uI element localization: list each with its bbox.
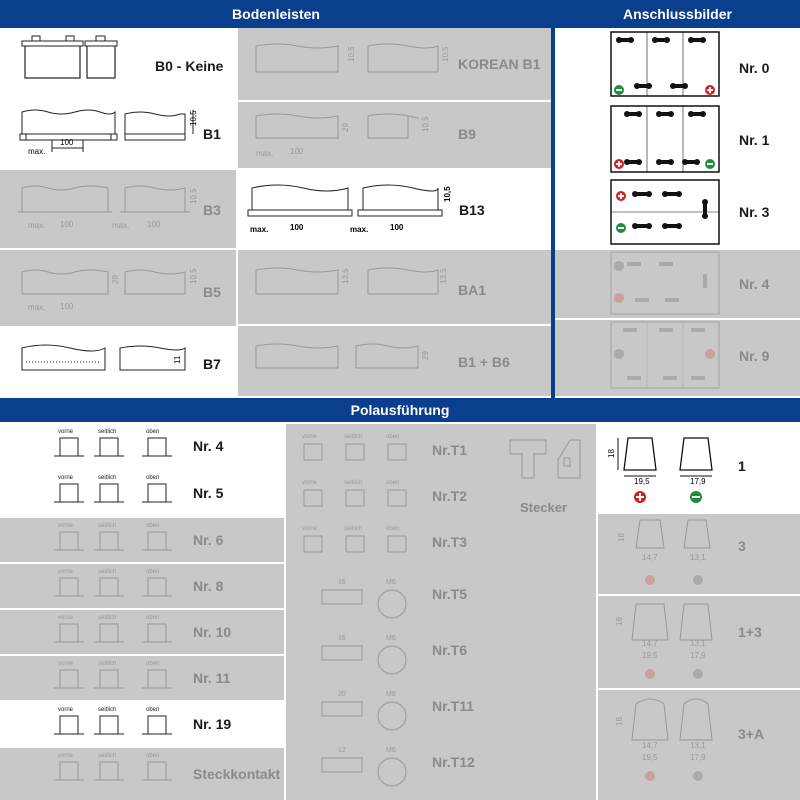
pole-view-oben (148, 578, 166, 596)
view-heading-oben: oben (146, 523, 160, 529)
dim-w2: 13,1 (690, 639, 706, 648)
dim-height: 10,5 (347, 46, 356, 62)
anschluss-nr0-cell[interactable] (555, 28, 800, 102)
terminal-view-vorne (304, 536, 322, 552)
pole-type-label: Nr. 8 (193, 578, 224, 594)
view-heading-seitlich: seitlich (98, 475, 117, 481)
dim-100: 100 (60, 302, 74, 311)
view-heading-vorne: vorne (58, 429, 74, 435)
view-heading-seitlich: seitlich (344, 480, 363, 486)
pole-view-vorne (60, 438, 78, 456)
dim-max: max. (28, 147, 46, 156)
pole-view-vorne (60, 762, 78, 780)
terminal-view-seitlich (346, 536, 364, 552)
bodenleiste-b1b6-cell[interactable] (238, 326, 551, 396)
bodenleiste-label: B7 (203, 356, 221, 372)
bodenleiste-label: KOREAN B1 (458, 56, 541, 72)
terminal-view-oben (388, 536, 406, 552)
pole-views-drawing (0, 470, 170, 516)
terminal-type-row[interactable] (286, 744, 496, 794)
battery-b3-drawing (0, 170, 236, 248)
view-heading-vorne: vorne (58, 661, 74, 667)
dim-100: 100 (147, 220, 161, 229)
terminal-round-view (378, 590, 406, 618)
battery-ba1-drawing (238, 250, 551, 324)
dim-height: 10,5 (421, 116, 430, 132)
view-heading-seitlich: seitlich (344, 434, 363, 440)
terminal-type-drawing (286, 478, 426, 528)
anschluss-nr1-cell[interactable] (555, 104, 800, 176)
terminal-3-drawing (598, 514, 800, 594)
view-heading-seitlich: seitlich (98, 661, 117, 667)
dim-height: 29 (341, 123, 350, 132)
pole-views-drawing (0, 748, 170, 800)
stecker-block[interactable] (500, 430, 596, 520)
terminal-top-dim: 20 (338, 691, 346, 698)
view-heading-oben: oben (146, 753, 160, 759)
bodenleiste-b9-cell[interactable] (238, 102, 551, 168)
dim-max: max. (256, 149, 274, 158)
view-heading-oben: oben (386, 480, 400, 486)
pole-views-drawing (0, 424, 170, 468)
view-heading-oben: oben (386, 526, 400, 532)
terminal-round-view (378, 646, 406, 674)
terminal-block (322, 702, 362, 716)
pole-type-label: Nr. 10 (193, 624, 232, 640)
dim-height: 29 (421, 351, 430, 360)
terminal-top-dim: 16 (338, 579, 346, 586)
terminal-type-label: Nr.T5 (432, 586, 468, 602)
pole-type-label: Steckkontakt (193, 766, 281, 782)
dim-extra2: 17,9 (690, 753, 706, 762)
pole-view-vorne (60, 484, 78, 502)
terminal-3-cell[interactable] (598, 514, 800, 594)
bodenleiste-ba1-cell[interactable] (238, 250, 551, 324)
stecker-label: Stecker (520, 500, 567, 515)
pole-type-label: Nr. 11 (193, 670, 231, 686)
terminal-type-drawing (286, 744, 426, 794)
dim-height: 10,5 (443, 186, 452, 202)
pole-type-label: Nr. 19 (193, 716, 232, 732)
bodenleiste-b0-cell[interactable] (0, 28, 236, 88)
pole-view-seitlich (100, 624, 118, 642)
dim-max: max. (350, 225, 369, 234)
battery-b13-drawing (238, 170, 551, 248)
view-heading-vorne: vorne (58, 753, 74, 759)
anschluss-label: Nr. 9 (739, 348, 770, 364)
bodenleiste-b5-cell[interactable] (0, 250, 236, 326)
terminal-thread: M6 (386, 635, 396, 642)
pole-view-vorne (60, 532, 78, 550)
terminal-view-seitlich (346, 490, 364, 506)
battery-b5-drawing (0, 250, 236, 326)
bodenleiste-label: B13 (459, 202, 485, 218)
view-heading-oben: oben (146, 707, 160, 713)
view-heading-vorne: vorne (58, 475, 74, 481)
bodenleiste-label: B5 (203, 284, 221, 300)
terminal-block (322, 646, 362, 660)
terminal-3plusA-drawing (598, 690, 800, 800)
anschluss-label: Nr. 3 (739, 204, 770, 220)
dim-height: 10,5 (189, 188, 198, 204)
header-bodenleisten (0, 0, 552, 28)
dim-h: 18 (615, 617, 624, 626)
view-heading-seitlich: seitlich (344, 526, 363, 532)
terminal-thread: M6 (386, 747, 396, 754)
terminal-type-label: Nr.T12 (432, 754, 475, 770)
pole-view-seitlich (100, 532, 118, 550)
dim-max: max. (112, 221, 130, 230)
view-heading-seitlich: seitlich (98, 523, 117, 529)
pole-view-oben (148, 484, 166, 502)
dim-height: 13,5 (341, 268, 350, 284)
pole-type-row[interactable] (0, 610, 284, 654)
pole-view-oben (148, 624, 166, 642)
view-heading-vorne: vorne (302, 526, 318, 532)
bodenleiste-b3-cell[interactable] (0, 170, 236, 248)
dim-max: max. (28, 221, 46, 230)
pole-view-seitlich (100, 762, 118, 780)
terminal-type-label: Nr.T6 (432, 642, 468, 658)
dim-extra2: 17,9 (690, 651, 706, 660)
pole-type-row[interactable] (0, 518, 284, 562)
pole-type-label: Nr. 6 (193, 532, 224, 548)
terminal-type-row[interactable] (286, 478, 496, 528)
dim-w1: 14,7 (642, 553, 658, 562)
pole-views-drawing (0, 610, 170, 654)
pole-view-vorne (60, 670, 78, 688)
pole-type-label: Nr. 4 (193, 438, 224, 454)
header-bodenleisten-label: Bodenleisten (232, 6, 320, 22)
terminal-type-drawing (286, 432, 426, 482)
anschluss-label: Nr. 4 (739, 276, 770, 292)
view-heading-vorne: vorne (58, 569, 74, 575)
bodenleiste-b13-cell[interactable] (238, 170, 551, 248)
pole-view-vorne (60, 624, 78, 642)
terminal-view-seitlich (346, 444, 364, 460)
terminal-type-label: Nr.T2 (432, 488, 468, 504)
view-heading-seitlich: seitlich (98, 707, 117, 713)
dim-100: 100 (60, 220, 74, 229)
terminal-type-drawing (286, 688, 426, 738)
bodenleiste-label: B9 (458, 126, 476, 142)
battery-b1-drawing (0, 90, 236, 168)
anschluss-nr4-cell[interactable] (555, 250, 800, 318)
pole-view-vorne (60, 578, 78, 596)
view-heading-seitlich: seitlich (98, 569, 117, 575)
terminal-round-view (378, 758, 406, 786)
dim-extra1: 19,5 (642, 651, 658, 660)
terminal-label: 3+A (738, 726, 765, 742)
pole-type-row[interactable] (0, 748, 284, 800)
battery-b7-drawing (0, 328, 236, 396)
bodenleiste-label: B1 (203, 126, 221, 142)
pole-type-row[interactable] (0, 424, 284, 468)
terminal-view-oben (388, 444, 406, 460)
terminal-view-vorne (304, 490, 322, 506)
terminal-type-label: Nr.T11 (432, 698, 475, 714)
pole-view-seitlich (100, 578, 118, 596)
dim-max: max. (250, 225, 269, 234)
pole-view-oben (148, 716, 166, 734)
terminal-top-dim: 16 (338, 635, 346, 642)
dim-w1: 14,7 (642, 639, 658, 648)
terminal-round-view (378, 702, 406, 730)
bodenleiste-label: B3 (203, 202, 221, 218)
terminal-type-label: Nr.T1 (432, 442, 468, 458)
anschluss-nr9-cell[interactable] (555, 320, 800, 396)
view-heading-oben: oben (146, 569, 160, 575)
view-heading-seitlich: seitlich (98, 615, 117, 621)
terminal-1-drawing (598, 424, 800, 512)
pole-views-drawing (0, 702, 170, 746)
view-heading-vorne: vorne (302, 480, 318, 486)
anschluss-label: Nr. 0 (739, 60, 770, 76)
dim-extra1: 19,5 (642, 753, 658, 762)
pole-views-drawing (0, 656, 170, 700)
pole-type-row[interactable] (0, 656, 284, 700)
pole-views-drawing (0, 564, 170, 608)
terminal-top-dim: 12 (338, 747, 346, 754)
dim-max: max. (28, 303, 46, 312)
dim-h: 18 (615, 717, 624, 726)
dim-100: 100 (290, 147, 304, 156)
dim-h: 18 (607, 449, 616, 458)
view-heading-vorne: vorne (58, 615, 74, 621)
anschluss-nr3-cell[interactable] (555, 178, 800, 248)
terminal-1plus3-drawing (598, 596, 800, 688)
bodenleiste-korean-cell[interactable] (238, 28, 551, 100)
dim-w2: 17,9 (690, 477, 706, 486)
bodenleiste-b7-cell[interactable] (0, 328, 236, 396)
pole-view-seitlich (100, 484, 118, 502)
view-heading-seitlich: seitlich (98, 753, 117, 759)
terminal-view-vorne (304, 444, 322, 460)
bodenleiste-b1-cell[interactable] (0, 90, 236, 168)
view-heading-vorne: vorne (58, 523, 74, 529)
terminal-type-row[interactable] (286, 688, 496, 738)
dim-height: 13,5 (439, 268, 448, 284)
bodenleiste-label: B0 - Keine (155, 58, 224, 74)
pole-view-oben (148, 438, 166, 456)
view-heading-oben: oben (146, 475, 160, 481)
header-polausfuehrung-label: Polausführung (350, 402, 450, 418)
dim-w2: 13,1 (690, 553, 706, 562)
terminal-type-drawing (286, 524, 426, 574)
dim-w1: 14,7 (642, 741, 658, 750)
pole-type-row[interactable] (0, 470, 284, 516)
battery-b9-drawing (238, 102, 551, 168)
view-heading-oben: oben (146, 615, 160, 621)
pole-view-seitlich (100, 716, 118, 734)
pole-views-drawing (0, 518, 170, 562)
terminal-type-row[interactable] (286, 632, 496, 682)
terminal-label: 3 (738, 538, 746, 554)
terminal-label: 1 (738, 458, 746, 474)
terminal-type-row[interactable] (286, 432, 496, 482)
view-heading-vorne: vorne (58, 707, 74, 713)
terminal-1-cell[interactable] (598, 424, 800, 512)
terminal-1plus3-cell[interactable] (598, 596, 800, 688)
terminal-thread: M6 (386, 579, 396, 586)
dim-100: 100 (390, 223, 404, 232)
pole-type-label: Nr. 5 (193, 485, 224, 501)
dim-height: 10,5 (441, 46, 450, 62)
terminal-block (322, 590, 362, 604)
dim-height: 29 (111, 275, 120, 284)
dim-100: 100 (290, 223, 304, 232)
pole-view-oben (148, 762, 166, 780)
view-heading-vorne: vorne (302, 434, 318, 440)
terminal-label: 1+3 (738, 624, 762, 640)
view-heading-oben: oben (146, 429, 160, 435)
pole-type-row[interactable] (0, 564, 284, 608)
terminal-type-label: Nr.T3 (432, 534, 468, 550)
dim-h: 18 (617, 533, 626, 542)
dim-w2: 13,1 (690, 741, 706, 750)
view-heading-seitlich: seitlich (98, 429, 117, 435)
header-anschlussbilder (555, 0, 800, 28)
terminal-3plusA-cell[interactable] (598, 690, 800, 800)
view-heading-oben: oben (386, 434, 400, 440)
header-polausfuehrung (0, 398, 800, 422)
dim-height: 10,5 (189, 110, 198, 126)
bodenleiste-label: BA1 (458, 282, 487, 298)
pole-view-vorne (60, 716, 78, 734)
pole-view-oben (148, 532, 166, 550)
view-heading-oben: oben (146, 661, 160, 667)
pole-type-row[interactable] (0, 702, 284, 746)
terminal-type-drawing (286, 632, 426, 682)
anschluss-label: Nr. 1 (739, 132, 770, 148)
terminal-type-row[interactable] (286, 576, 496, 626)
dim-height: 10,5 (189, 268, 198, 284)
terminal-type-row[interactable] (286, 524, 496, 574)
dim-w1: 19,5 (634, 477, 650, 486)
terminal-view-oben (388, 490, 406, 506)
pole-view-seitlich (100, 438, 118, 456)
dim-height: 11 (173, 355, 182, 364)
pole-view-seitlich (100, 670, 118, 688)
terminal-block (322, 758, 362, 772)
pole-view-oben (148, 670, 166, 688)
bodenleiste-label: B1 + B6 (458, 354, 510, 370)
dim-100: 100 (60, 138, 74, 147)
terminal-thread: M8 (386, 691, 396, 698)
terminal-type-drawing (286, 576, 426, 626)
header-anschlussbilder-label: Anschlussbilder (623, 6, 732, 22)
